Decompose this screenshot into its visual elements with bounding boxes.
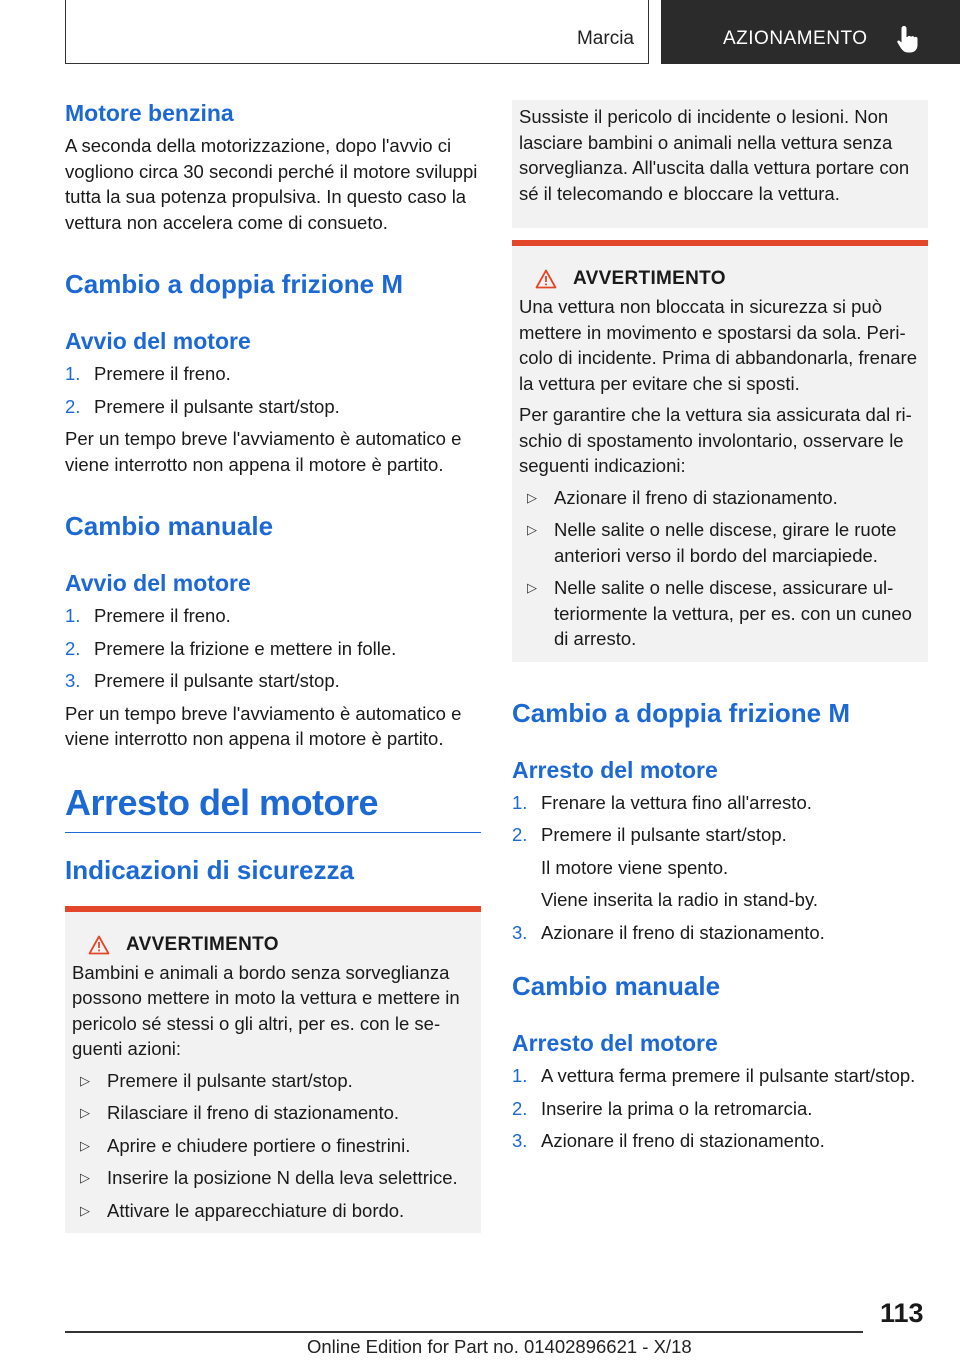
- list-item: ▷ Nelle salite o nelle discese, girare le ruote anteriori verso il bordo del marciapiede.: [519, 517, 921, 568]
- left-column: [65, 100, 481, 1233]
- warning-triangle-icon: [535, 269, 557, 289]
- warning-box-continued: [512, 100, 928, 228]
- warning-text-1: Una vettura non bloccata in sicurezza si può mettere in movimento e spostarsi da sola. Pericolo di incidente. Prima di abbandonarla, frenare la vettura per evitare che si sposti.: [519, 296, 917, 394]
- heading-arresto-motore-dct: Arresto del motore: [512, 756, 718, 783]
- heading-cambio-doppia-frizione: Cambio a doppia frizione M: [512, 697, 851, 728]
- header-section-label: Marcia: [576, 28, 634, 49]
- steps-arresto-dct: [512, 790, 928, 946]
- heading-arresto-motore: Arresto del motore: [65, 782, 481, 833]
- footer-edition: Online Edition for Part no. 01402896621 - X/18: [307, 1336, 692, 1357]
- right-column: [512, 100, 928, 1161]
- page-number: 113: [880, 1298, 924, 1328]
- warning-text: Bambini e animali a bordo senza sorveglianza possono mettere in moto la vettura e mettere in pericolo sé stessi o gli altri, per es. con le seguenti azioni:: [72, 961, 460, 1059]
- warning-continued-text: Sussiste il pericolo di incidente o lesioni. Non lasciare bambini o animali nella vettura senza sorveglianza. All'uscita dalla vettura portare con sé il telecomando e bloccare la vettura.: [519, 106, 910, 204]
- list-item: 1. Premere il freno.: [65, 605, 231, 626]
- header-section-box: [65, 0, 649, 64]
- warning-title: AVVERTIMENTO: [72, 934, 474, 956]
- list-subitem: Il motore viene spento.: [541, 856, 729, 878]
- heading-cambio-manuale: Cambio manuale: [512, 971, 721, 1001]
- list-item: 2. Inserire la prima o la retromarcia.: [512, 1097, 813, 1119]
- list-item: 2. Premere la frizione e mettere in folle.: [65, 637, 397, 659]
- heading-avvio-motore-manuale: Avvio del motore: [65, 570, 251, 596]
- list-subitem: Viene inserita la radio in stand-by.: [541, 889, 818, 910]
- triangle-bullet-icon: ▷: [527, 522, 537, 537]
- header-chapter-label: AZIONAMENTO: [723, 28, 868, 49]
- paragraph-avvio-manuale: Per un tempo breve l'avviamento è automatico e viene interrotto non appena il motore è partito.: [65, 702, 462, 749]
- heading-cambio-manuale: Cambio manuale: [65, 511, 274, 541]
- list-item: ▷ Premere il pulsante start/stop.: [72, 1068, 474, 1094]
- heading-avvio-motore-dct: Avvio del motore: [65, 328, 251, 354]
- heading-indicazioni-sicurezza: Indicazioni di sicurezza: [65, 854, 354, 885]
- warning-text-2: Per garantire che la vettura sia assicurata dal rischio di spostamento involontario, osservare le seguenti indicazioni:: [519, 404, 912, 476]
- triangle-bullet-icon: ▷: [527, 580, 537, 595]
- footer-divider: [65, 1331, 863, 1333]
- triangle-bullet-icon: ▷: [80, 1170, 90, 1185]
- list-item: 1. Frenare la vettura fino all'arresto.: [512, 791, 812, 813]
- warning-bullets: [72, 1068, 474, 1224]
- paragraph-avvio-dct: Per un tempo breve l'avviamento è automatico e viene interrotto non appena il motore è partito.: [65, 428, 462, 475]
- list-item: 3. Azionare il freno di stazionamento.: [512, 921, 825, 943]
- steps-avvio-dct: [65, 361, 481, 419]
- header-chapter-box: [661, 0, 960, 64]
- triangle-bullet-icon: ▷: [80, 1072, 90, 1088]
- steps-arresto-manuale: [512, 1063, 928, 1154]
- hand-pointer-icon: [895, 24, 921, 54]
- steps-avvio-manuale: [65, 603, 481, 694]
- warning-bullets: [519, 485, 921, 652]
- heading-motore-benzina: Motore benzina: [65, 100, 234, 126]
- list-item: ▷ Azionare il freno di stazionamento.: [519, 485, 921, 511]
- warning-triangle-icon: [88, 935, 110, 955]
- heading-arresto-motore-manuale: Arresto del motore: [512, 1030, 718, 1056]
- list-item: 3. Azionare il freno di stazionamento.: [512, 1130, 825, 1151]
- list-item: 1. Premere il freno.: [65, 363, 231, 384]
- warning-title: AVVERTIMENTO: [519, 268, 921, 290]
- heading-cambio-doppia-frizione: Cambio a doppia frizione M: [65, 269, 404, 299]
- triangle-bullet-icon: ▷: [80, 1105, 90, 1120]
- paragraph-benzina: A seconda della motorizzazione, dopo l'avvio ci vogliono circa 30 secondi perché il motore sviluppi tutta la sua potenza propulsiva. In questo caso la vettura non accelera come di consueto.: [65, 135, 478, 233]
- list-item: 1. A vettura ferma premere il pulsante start/stop.: [512, 1065, 916, 1086]
- warning-box-vettura: [512, 240, 928, 662]
- warning-box-bambini: [65, 906, 481, 1234]
- triangle-bullet-icon: ▷: [527, 489, 537, 505]
- list-item: ▷ Aprire e chiudere portiere o finestrini.: [72, 1133, 474, 1159]
- triangle-bullet-icon: ▷: [80, 1137, 90, 1153]
- list-item: ▷ Nelle salite o nelle discese, assicurare ulteriormente la vettura, per es. con un cuneo di arresto.: [519, 575, 921, 652]
- list-item: 2. Premere il pulsante start/stop.: [65, 395, 340, 417]
- list-item: ▷ Inserire la posizione N della leva selettrice.: [72, 1165, 474, 1191]
- list-item: 2. Premere il pulsante start/stop.: [512, 824, 787, 845]
- list-item: ▷ Rilasciare il freno di stazionamento.: [72, 1100, 474, 1126]
- triangle-bullet-icon: ▷: [80, 1202, 90, 1218]
- list-item: 3. Premere il pulsante start/stop.: [65, 670, 340, 691]
- list-item: ▷ Attivare le apparecchiature di bordo.: [72, 1198, 474, 1224]
